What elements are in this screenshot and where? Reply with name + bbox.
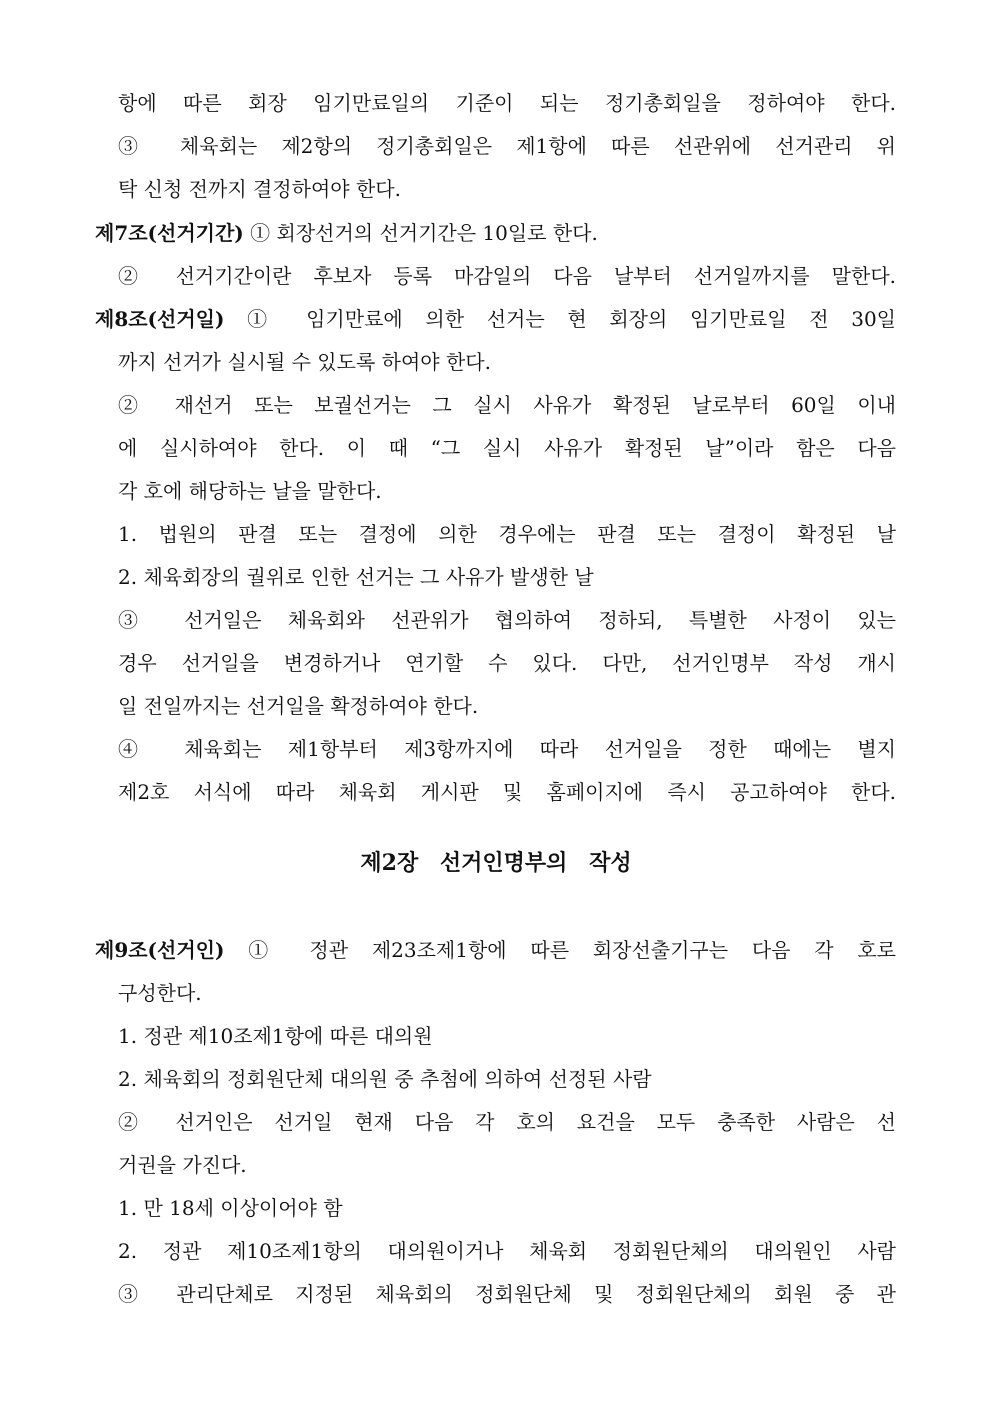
article9-item: 2. 체육회의 정회원단체 대의원 중 추첨에 의하여 선정된 사람 bbox=[118, 1067, 652, 1091]
article8-heading: 제8조(선거일) bbox=[95, 307, 225, 331]
article6-para3-line: ③ 체육회는 제2항의 정기총회일은 제1항에 따른 선관위에 선거관리 위 bbox=[118, 134, 896, 158]
article9-para2-line: 거권을 가진다. bbox=[118, 1153, 247, 1177]
article8-para3-line: ③ 선거일은 체육회와 선관위가 협의하여 정하되, 특별한 사정이 있는 bbox=[118, 608, 896, 632]
article9-para2-item: 2. 정관 제10조제1항의 대의원이거나 체육회 정회원단체의 대의원인 사람 bbox=[118, 1239, 896, 1263]
article7-first-line bbox=[95, 218, 896, 248]
article8-item: 1. 법원의 판결 또는 결정에 의한 경우에는 판결 또는 결정이 확정된 날 bbox=[118, 522, 896, 546]
article9-first-line bbox=[95, 935, 896, 965]
article8-first-line bbox=[95, 304, 896, 334]
article7-para1: ① 회장선거의 선거기간은 10일로 한다. bbox=[243, 221, 598, 245]
article8-para4-line: ④ 체육회는 제1항부터 제3항까지에 따라 선거일을 정한 때에는 별지 bbox=[118, 737, 896, 761]
chapter-title: 제2장 선거인명부의 작성 bbox=[360, 850, 632, 876]
article9-para3-line: ③ 관리단체로 지정된 체육회의 정회원단체 및 정회원단체의 회원 중 관 bbox=[118, 1282, 896, 1306]
article8-para2-line: 각 호에 해당하는 날을 말한다. bbox=[118, 479, 382, 503]
article8-para1-line: ① 임기만료에 의한 선거는 현 회장의 임기만료일 전 30일 bbox=[224, 307, 896, 331]
article9-para1-line: ① 정관 제23조제1항에 따른 회장선출기구는 다음 각 호로 bbox=[224, 938, 896, 962]
article6-para3-line: 탁 신청 전까지 결정하여야 한다. bbox=[118, 177, 401, 201]
article9-item: 1. 정관 제10조제1항에 따른 대의원 bbox=[118, 1024, 433, 1048]
article8-item: 2. 체육회장의 궐위로 인한 선거는 그 사유가 발생한 날 bbox=[118, 565, 594, 589]
article8-para1-line: 까지 선거가 실시될 수 있도록 하여야 한다. bbox=[118, 350, 491, 374]
article7-heading: 제7조(선거기간) bbox=[95, 221, 244, 245]
article8-para3-line: 경우 선거일을 변경하거나 연기할 수 있다. 다만, 선거인명부 작성 개시 bbox=[118, 651, 896, 675]
article6-line: 항에 따른 회장 임기만료일의 기준이 되는 정기총회일을 정하여야 한다. bbox=[118, 91, 896, 115]
article9-para2-item: 1. 만 18세 이상이어야 함 bbox=[118, 1196, 343, 1220]
article7-para2: ② 선거기간이란 후보자 등록 마감일의 다음 날부터 선거일까지를 말한다. bbox=[118, 264, 896, 288]
article9-para1-line: 구성한다. bbox=[118, 981, 202, 1005]
article8-para2-line: ② 재선거 또는 보궐선거는 그 실시 사유가 확정된 날로부터 60일 이내 bbox=[118, 393, 896, 417]
article9-heading: 제9조(선거인) bbox=[95, 938, 225, 962]
article8-para4-line: 제2호 서식에 따라 체육회 게시판 및 홈페이지에 즉시 공고하여야 한다. bbox=[118, 780, 896, 804]
article9-para2-line: ② 선거인은 선거일 현재 다음 각 호의 요건을 모두 충족한 사람은 선 bbox=[118, 1110, 896, 1134]
article8-para2-line: 에 실시하여야 한다. 이 때 “그 실시 사유가 확정된 날”이라 함은 다음 bbox=[118, 436, 896, 460]
article8-para3-line: 일 전일까지는 선거일을 확정하여야 한다. bbox=[118, 694, 479, 718]
